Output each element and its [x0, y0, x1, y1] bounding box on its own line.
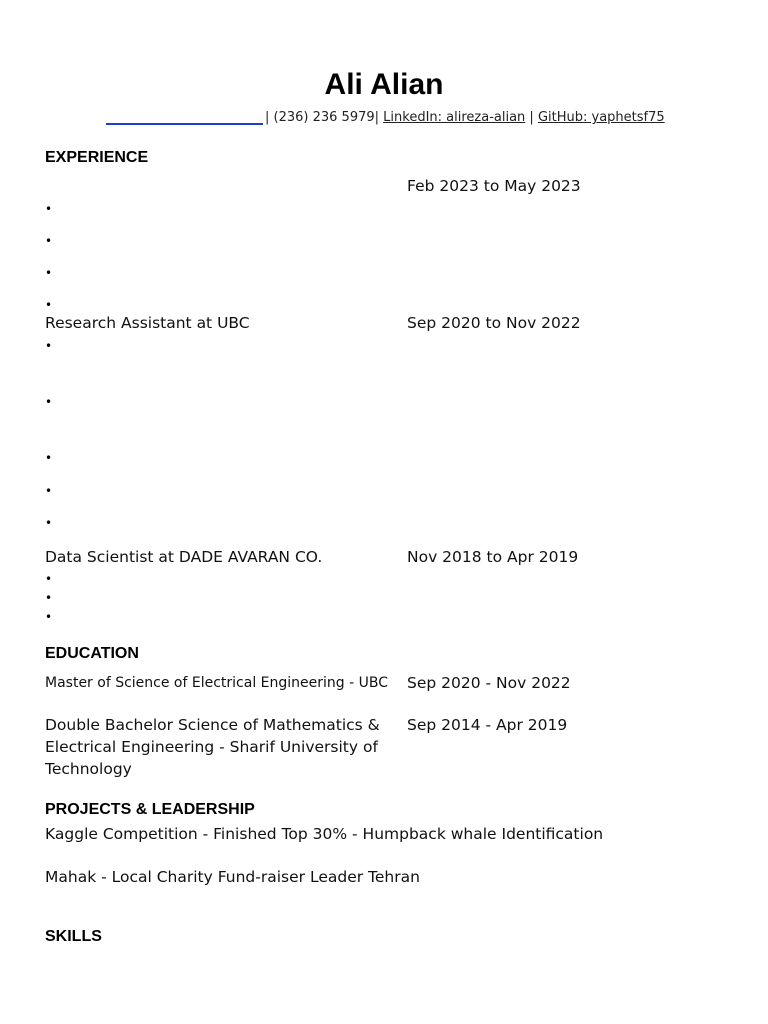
job-3-bullet: •: [45, 610, 53, 624]
education-1-degree: Master of Science of Electrical Engineering - UBC: [45, 675, 388, 691]
phone-number: | (236) 236 5979|: [265, 110, 380, 125]
section-heading-projects: PROJECTS & LEADERSHIP: [45, 801, 255, 818]
job-1-bullet: •: [45, 202, 53, 216]
github-link[interactable]: GitHub: yaphetsf75: [537, 110, 665, 125]
job-2-bullet: •: [45, 339, 53, 353]
project-item: Mahak - Local Charity Fund-raiser Leader Tehran: [45, 868, 420, 886]
resume-name: Ali Alian: [324, 68, 444, 101]
email-link-placeholder[interactable]: [106, 108, 263, 125]
job-2-bullet: •: [45, 451, 53, 465]
section-heading-skills: SKILLS: [45, 928, 102, 945]
job-2-title: Research Assistant at UBC: [45, 314, 250, 332]
job-3-dates: Nov 2018 to Apr 2019: [407, 548, 579, 566]
job-3-title: Data Scientist at DADE AVARAN CO.: [45, 548, 323, 566]
education-2-degree: Double Bachelor Science of Mathematics & Electrical Engineering - Sharif University of Technology: [45, 716, 380, 778]
education-1-dates: Sep 2020 - Nov 2022: [407, 674, 571, 692]
job-2-bullet: •: [45, 395, 53, 409]
contact-separator: |: [529, 110, 534, 125]
job-1-dates: Feb 2023 to May 2023: [407, 177, 581, 195]
job-2-dates: Sep 2020 to Nov 2022: [407, 314, 581, 332]
linkedin-link[interactable]: LinkedIn: alireza-alian: [383, 110, 526, 125]
contact-line: [106, 108, 665, 125]
job-3-bullet: •: [45, 591, 53, 605]
job-3-bullet: •: [45, 572, 53, 586]
job-1-bullet: •: [45, 234, 53, 248]
job-1-bullet: •: [45, 266, 53, 280]
education-2-dates: Sep 2014 - Apr 2019: [407, 716, 568, 734]
section-heading-experience: EXPERIENCE: [45, 149, 149, 166]
job-1-bullet: •: [45, 298, 53, 312]
project-item: Kaggle Competition - Finished Top 30% - Humpback whale Identification: [45, 825, 604, 843]
job-2-bullet: •: [45, 516, 53, 530]
section-heading-education: EDUCATION: [45, 645, 139, 662]
job-2-bullet: •: [45, 484, 53, 498]
